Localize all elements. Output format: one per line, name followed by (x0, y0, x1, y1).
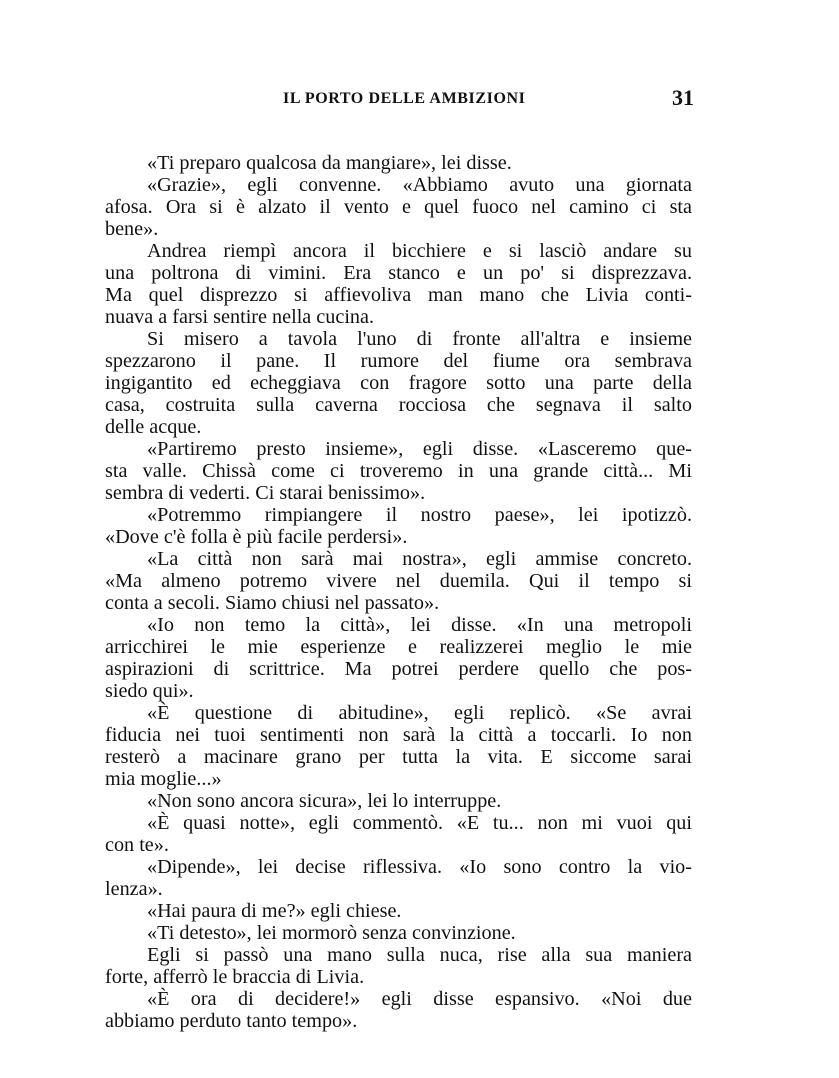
text-line: «È ora di decidere!» egli disse espansivo. «Noi due (147, 988, 692, 1010)
text-line: «Grazie», egli convenne. «Abbiamo avuto una giornata (147, 174, 692, 196)
text-line: una poltrona di vimini. Era stanco e un po' si disprezzava. (105, 262, 692, 284)
text-line: Andrea riempì ancora il bicchiere e si lasciò andare su (147, 240, 692, 262)
text-line: con te». (105, 834, 169, 856)
text-line: abbiamo perduto tanto tempo». (105, 1010, 358, 1032)
text-line: «Ti detesto», lei mormorò senza convinzione. (147, 922, 516, 944)
text-line: Egli si passò una mano sulla nuca, rise alla sua maniera (147, 944, 692, 966)
text-line: ingigantito ed echeggiava con fragore sotto una parte della (105, 372, 692, 394)
body-text (105, 152, 692, 1032)
page-number: 31 (672, 85, 694, 110)
text-line: conta a secoli. Siamo chiusi nel passato». (105, 592, 440, 614)
text-line: siedo qui». (105, 680, 194, 702)
text-line: «È questione di abitudine», egli replicò. «Se avrai (147, 702, 692, 724)
text-line: mia moglie...» (105, 768, 222, 790)
text-line: bene». (105, 218, 159, 240)
text-line: casa, costruita sulla caverna rocciosa che segnava il salto (105, 394, 692, 416)
text-line: «Partiremo presto insieme», egli disse. «Lasceremo que- (147, 438, 692, 460)
text-line: «Dove c'è folla è più facile perdersi». (105, 526, 408, 548)
text-line: sembra di vederti. Ci starai benissimo». (105, 482, 426, 504)
text-line: «È quasi notte», egli commentò. «E tu... non mi vuoi qui (147, 812, 692, 834)
text-line: forte, afferrò le braccia di Livia. (105, 966, 365, 988)
text-line: «Ma almeno potremo vivere nel duemila. Qui il tempo si (105, 570, 692, 592)
text-line: spezzarono il pane. Il rumore del fiume ora sembrava (105, 350, 692, 372)
text-line: delle acque. (105, 416, 202, 438)
text-line: «Dipende», lei decise riflessiva. «Io sono contro la vio- (147, 856, 692, 878)
text-line: «Hai paura di me?» egli chiese. (147, 900, 402, 922)
text-line: «Ti preparo qualcosa da mangiare», lei disse. (147, 152, 512, 174)
text-line: fiducia nei tuoi sentimenti non sarà la città a toccarli. Io non (105, 724, 692, 746)
text-line: afosa. Ora si è alzato il vento e quel fuoco nel camino ci sta (105, 196, 692, 218)
text-line: nuava a farsi sentire nella cucina. (105, 306, 375, 328)
text-line: lenza». (105, 878, 163, 900)
running-title: IL PORTO DELLE AMBIZIONI (283, 90, 526, 107)
text-line: «Non sono ancora sicura», lei lo interruppe. (147, 790, 502, 812)
text-line: «La città non sarà mai nostra», egli ammise concreto. (147, 548, 692, 570)
text-line: sta valle. Chissà come ci troveremo in una grande città... Mi (105, 460, 692, 482)
text-line: arricchirei le mie esperienze e realizzerei meglio le mie (105, 636, 692, 658)
text-line: Ma quel disprezzo si affievoliva man mano che Livia conti- (105, 284, 692, 306)
text-line: Si misero a tavola l'uno di fronte all'altra e insieme (147, 328, 692, 350)
text-line: aspirazioni di scrittrice. Ma potrei perdere quello che pos- (105, 658, 692, 680)
text-line: «Potremmo rimpiangere il nostro paese», lei ipotizzò. (147, 504, 692, 526)
text-line: «Io non temo la città», lei disse. «In una metropoli (147, 614, 692, 636)
text-line: resterò a macinare grano per tutta la vita. E siccome sarai (105, 746, 692, 768)
